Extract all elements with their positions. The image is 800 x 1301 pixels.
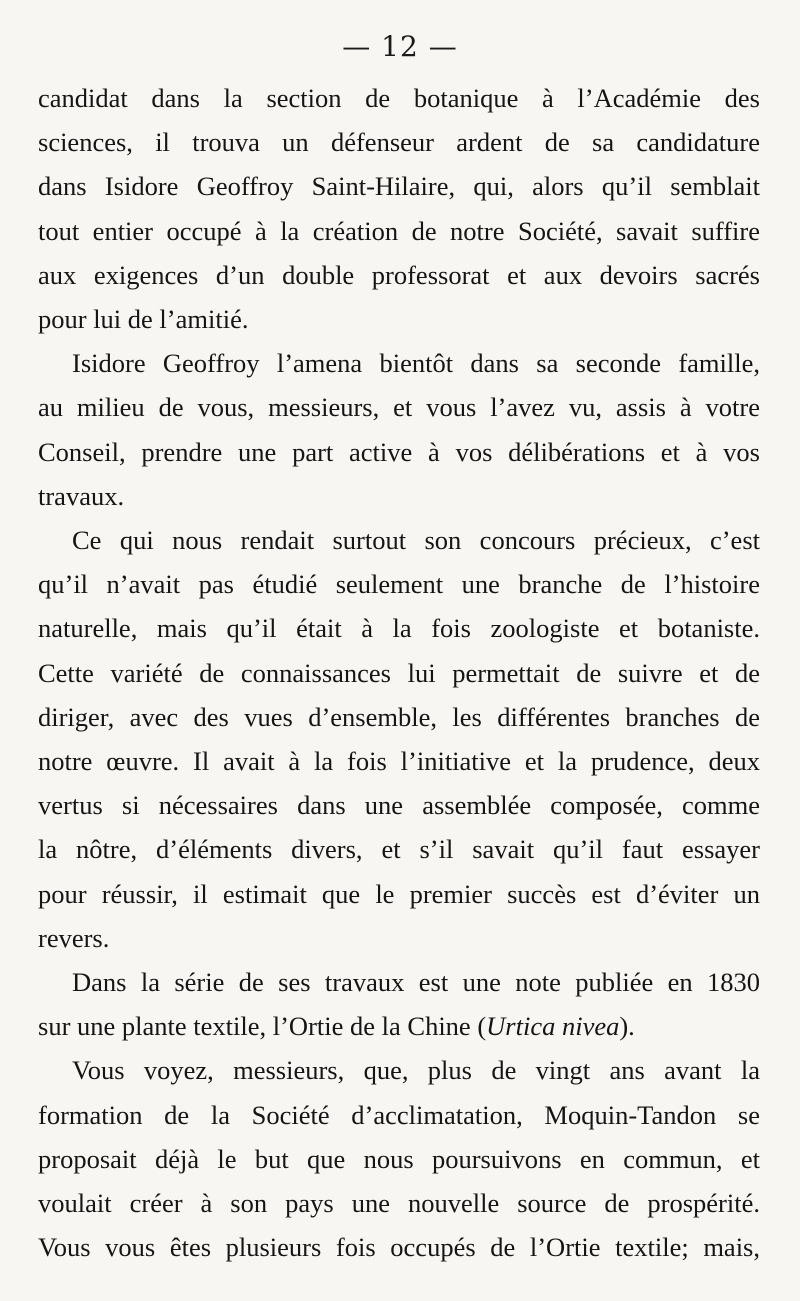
text-line: pour réussir, il estimait que le premier succès est d’éviter un	[38, 878, 760, 909]
text-line: Vous vous êtes plusieurs fois occupés de l’Ortie textile; mais,	[38, 1232, 760, 1263]
italic-species-name: Urtica nivea	[486, 1011, 620, 1042]
paragraph-5	[38, 1048, 760, 1269]
text-line: sciences, il trouva un défenseur ardent de sa candidature	[38, 127, 760, 158]
text-line: dans Isidore Geoffroy Saint-Hilaire, qui, alors qu’il semblait	[38, 171, 760, 202]
text-line: proposait déjà le but que nous poursuivons en commun, et	[38, 1143, 760, 1174]
text-line: Ce qui nous rendait surtout son concours précieux, c’est	[72, 525, 760, 556]
text-line-with-italic	[38, 1004, 760, 1048]
text-line: vertus si nécessaires dans une assemblée composée, comme	[38, 790, 760, 821]
text-line: candidat dans la section de botanique à l’Académie des	[38, 83, 760, 113]
body-text	[38, 76, 760, 1269]
text-line: la nôtre, d’éléments divers, et s’il savait qu’il faut essayer	[38, 834, 760, 865]
text-line: tout entier occupé à la création de notre Société, savait suffire	[38, 215, 760, 246]
text-line: Isidore Geoffroy l’amena bientôt dans sa seconde famille,	[72, 348, 760, 379]
paragraph-4	[38, 960, 760, 1048]
text-line: pour lui de l’amitié.	[38, 304, 249, 335]
page-number: — 12 —	[342, 30, 458, 63]
text-line: notre œuvre. Il avait à la fois l’initiative et la prudence, deux	[38, 746, 760, 777]
paragraph-1	[38, 76, 760, 341]
text-line: travaux.	[38, 480, 125, 511]
text-line: voulait créer à son pays une nouvelle source de prospérité.	[38, 1188, 760, 1219]
text-fragment: ).	[619, 1011, 635, 1042]
text-line: Conseil, prendre une part active à vos délibérations et à vos	[38, 436, 760, 467]
text-line: Vous voyez, messieurs, que, plus de vingt ans avant la	[72, 1055, 760, 1086]
text-fragment: sur une plante textile, l’Ortie de la Chine (	[38, 1011, 487, 1042]
text-line: qu’il n’avait pas étudié seulement une branche de l’histoire	[38, 569, 760, 600]
text-line: Cette variété de connaissances lui permettait de suivre et de	[38, 657, 760, 688]
text-line: formation de la Société d’acclimatation, Moquin-Tandon se	[38, 1099, 760, 1130]
text-line: aux exigences d’un double professorat et aux devoirs sacrés	[38, 259, 760, 290]
paragraph-2	[38, 341, 760, 518]
text-line: diriger, avec des vues d’ensemble, les différentes branches de	[38, 701, 760, 732]
text-line: naturelle, mais qu’il était à la fois zoologiste et botaniste.	[38, 613, 760, 644]
text-line: Dans la série de ses travaux est une note publiée en 1830	[72, 967, 760, 998]
text-line: revers.	[38, 922, 110, 953]
text-line: au milieu de vous, messieurs, et vous l’avez vu, assis à votre	[38, 392, 760, 423]
paragraph-3	[38, 518, 760, 960]
